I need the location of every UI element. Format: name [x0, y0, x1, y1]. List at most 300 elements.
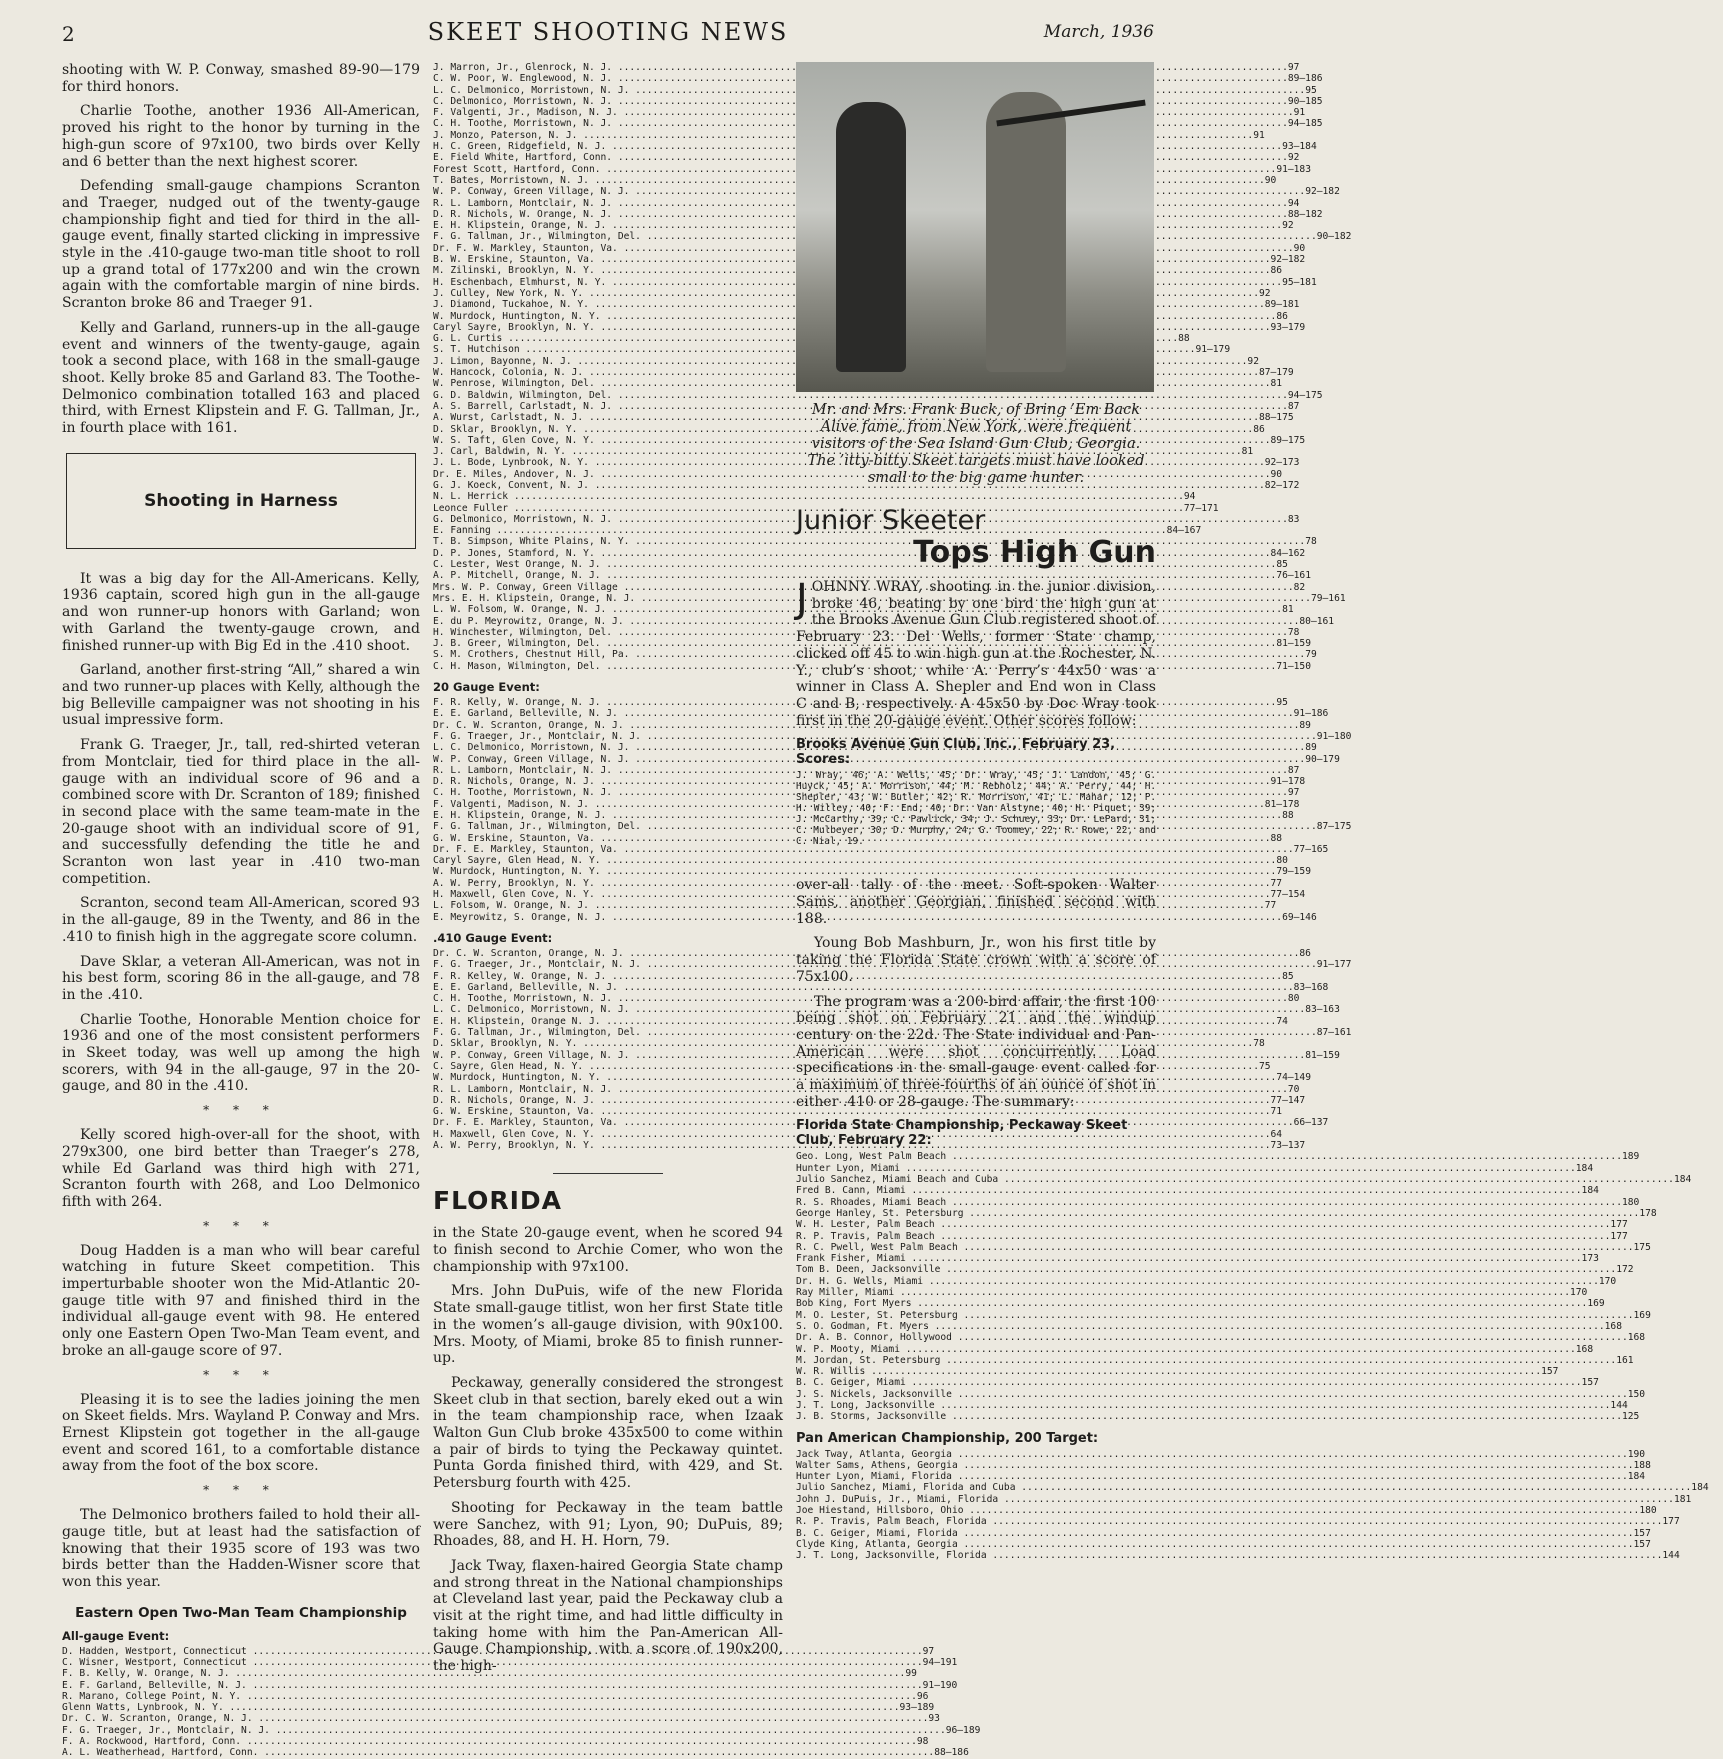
table-row	[433, 1038, 1265, 1050]
table-row	[433, 615, 1335, 627]
shooter-name: J. S. Nickels, Jacksonville .....	[796, 1389, 1628, 1400]
table-row	[433, 446, 1254, 458]
table-row	[433, 981, 1329, 993]
score-value: 88—186	[934, 1747, 969, 1759]
table-row	[796, 1219, 1628, 1231]
table-row	[796, 1207, 1657, 1219]
score-value: 157	[1633, 1527, 1651, 1539]
shooter-name: C. H. Toothe, Morristown, N. J. .....	[433, 787, 1288, 798]
table-row	[433, 1004, 1340, 1016]
event-label: 20 Gauge Event:	[433, 680, 540, 695]
table-row	[433, 604, 1294, 616]
shooter-name: W. Murdock, Huntington, N. Y. .....	[433, 1072, 1276, 1083]
score-value: 161	[1616, 1354, 1634, 1366]
table-row	[433, 400, 1300, 412]
shooter-name: E. Meyrowitz, S. Orange, N. J. .....	[433, 912, 1282, 923]
score-value: 77—165	[1293, 843, 1329, 855]
score-value: 88	[1282, 810, 1294, 821]
score-value: 96	[916, 1690, 929, 1702]
table-row	[796, 1309, 1651, 1321]
shooter-name: Leonce Fuller .....	[433, 503, 1184, 514]
shooter-name: N. L. Herrick .....	[433, 491, 1184, 502]
shooter-name: R. P. Travis, Palm Beach, Florida .....	[796, 1516, 1662, 1527]
shooter-name: Dr. E. Miles, Andover, N. J. .....	[433, 469, 1271, 480]
score-value: 78	[1305, 536, 1317, 548]
table-row	[433, 753, 1340, 765]
score-value: 80	[1276, 855, 1288, 867]
shooter-name: M. Zilinski, Brooklyn, N. Y. .....	[433, 265, 1271, 276]
shooter-name: Dr. A. B. Connor, Hollywood .....	[796, 1332, 1628, 1343]
shooter-name: A. W. Perry, Brooklyn, N. Y. .....	[433, 878, 1271, 889]
score-value: 93—189	[899, 1702, 935, 1714]
score-value: 84—167	[1166, 525, 1202, 537]
score-value: 150	[1627, 1388, 1646, 1400]
shooter-name: G. Delmonico, Morristown, N. J. .....	[433, 514, 1288, 525]
score-value: 91	[1253, 129, 1265, 141]
shooter-name: Bob King, Fort Myers .....	[796, 1298, 1587, 1309]
table-row	[433, 208, 1323, 220]
table-row	[796, 1354, 1634, 1366]
shooter-name: Ray Miller, Miami .....	[796, 1287, 1570, 1298]
score-value: 89	[1305, 742, 1317, 754]
shooter-name: Julio Sanchez, Miami Beach and Cuba .....	[796, 1174, 1674, 1185]
shooter-name: E. H. Klipstein, Orange, N. J. .....	[433, 220, 1282, 231]
table-row	[433, 118, 1323, 130]
shooter-name: R. S. Rhoades, Miami Beach .....	[796, 1197, 1622, 1208]
photo-caption: Mr. and Mrs. Frank Buck, of Bring ’Em Back Alive fame, from New York, were frequent visitors of the Sea Island Gun Club, Georgia. The ’itty-bitty Skeet targets must have looked small to the big game hunter.	[807, 402, 1145, 486]
table-row	[796, 1493, 1692, 1505]
score-value: 87—161	[1316, 1027, 1352, 1039]
score-value: 77	[1270, 877, 1283, 889]
table-row	[62, 1736, 929, 1747]
score-value: 178	[1639, 1207, 1657, 1219]
shooter-name: M. Jordan, St. Petersburg .....	[796, 1355, 1616, 1366]
table-row	[62, 1702, 935, 1714]
score-value: 99	[905, 1668, 917, 1680]
shooter-name: Dr. F. E. Markley, Staunton, Va. .....	[433, 844, 1294, 855]
table-row	[433, 843, 1329, 855]
shooter-name: F. G. Tallman, Jr., Wilmington, Del. .....	[433, 1027, 1317, 1038]
article-paragraph: Pleasing it is to see the ladies joining the men on Skeet fields. Mrs. Wayland P. Conway and Mrs. Ernest Klipstein got together in the all-gauge event and scored 161, to a comfortable distance away from the foot of the box score.	[62, 1391, 420, 1475]
score-value: 81	[1270, 378, 1283, 390]
table-row	[796, 1332, 1646, 1344]
table-row	[433, 970, 1294, 982]
page-header	[62, 16, 1154, 48]
shooter-name: G. W. Erskine, Staunton, Va. .....	[433, 833, 1271, 844]
score-value: 78	[1287, 626, 1300, 638]
score-value: 90	[1264, 174, 1277, 186]
shooter-name: F. G. Traeger, Jr., Montclair, N. J. .....	[433, 959, 1317, 970]
divider	[553, 1173, 663, 1174]
table-row	[796, 1320, 1622, 1332]
shooter-name: C. W. Poor, W. Englewood, N. J. .....	[433, 73, 1288, 84]
table-row	[433, 62, 1300, 73]
table-row	[433, 276, 1317, 288]
table-row	[433, 877, 1283, 889]
shooter-name: M. O. Lester, St. Petersburg .....	[796, 1310, 1634, 1321]
score-value: 172	[1616, 1264, 1634, 1276]
table-row	[796, 1538, 1651, 1550]
score-value: 90—179	[1305, 753, 1340, 765]
table-row	[796, 1151, 1640, 1163]
score-value: 70	[1287, 1083, 1300, 1095]
score-value: 175	[1633, 1241, 1651, 1253]
shooter-name: Forest Scott, Hartford, Conn. .....	[433, 164, 1276, 175]
shooter-name: W. Hancock, Colonia, N. J. .....	[433, 367, 1259, 378]
score-value: 90—182	[1316, 231, 1352, 243]
shooter-name: G. D. Baldwin, Wilmington, Del. .....	[433, 390, 1288, 401]
article-paragraph: Shooting for Peckaway in the team battle were Sanchez, with 91; Lyon, 90; DuPuis, 89; Rhoades, 88, and H. H. Horn, 79.	[433, 1499, 783, 1550]
shooter-name: H. Maxwell, Glen Cove, N. Y. .....	[433, 1129, 1271, 1140]
table-row	[62, 1656, 958, 1668]
score-value: 168	[1627, 1332, 1646, 1344]
table-row	[433, 310, 1288, 322]
table-row	[433, 84, 1317, 96]
table-row	[433, 1049, 1340, 1061]
score-value: 87—179	[1258, 367, 1294, 379]
table-row	[796, 1162, 1594, 1174]
table-row	[433, 626, 1300, 638]
shooter-name: John J. DuPuis, Jr., Miami, Florida .....	[796, 1494, 1674, 1505]
article-body	[62, 1127, 420, 1211]
score-value: 83—168	[1293, 981, 1329, 993]
table-row	[433, 911, 1317, 923]
table-row	[433, 810, 1294, 821]
headline-line2: Tops High Gun	[913, 535, 1156, 570]
table-row	[433, 1083, 1300, 1095]
shooter-name: Hunter Lyon, Miami .....	[796, 1163, 1576, 1174]
shooter-name: F. G. Tallman, Jr., Wilmington, Del. .....	[433, 821, 1317, 832]
shooter-name: W. R. Willis .....	[796, 1366, 1541, 1377]
shooter-name: J. L. Bode, Lynbrook, N. Y. .....	[433, 457, 1265, 468]
shooter-name: Glenn Watts, Lynbrook, N. Y. .....	[62, 1702, 900, 1713]
score-value: 90	[1293, 242, 1306, 254]
shooter-name: C. Sayre, Glen Head, N. Y. .....	[433, 1061, 1259, 1072]
table-row	[433, 231, 1352, 243]
table-row	[433, 479, 1300, 491]
score-value: 97	[922, 1645, 935, 1657]
table-row	[796, 1253, 1599, 1265]
table-row	[433, 649, 1317, 661]
shooter-name: Geo. Long, West Palm Beach .....	[796, 1151, 1622, 1162]
score-value: 92—182	[1270, 254, 1306, 266]
table-row	[62, 1724, 981, 1736]
score-value: 88—175	[1258, 412, 1294, 424]
article-body	[62, 571, 420, 1095]
score-value: 69—146	[1282, 911, 1317, 923]
score-value: 77	[1264, 900, 1277, 912]
score-value: 81—159	[1276, 638, 1311, 650]
shooter-name: J. B. Greer, Wilmington, Del. .....	[433, 638, 1276, 649]
shooter-name: R. L. Lamborn, Montclair, N. J. .....	[433, 765, 1288, 776]
article-body	[62, 62, 420, 437]
score-value: 184	[1673, 1174, 1692, 1186]
score-value: 74	[1276, 1015, 1288, 1027]
table-row	[796, 1185, 1599, 1197]
score-value: 82	[1293, 581, 1306, 593]
table-row	[433, 186, 1340, 198]
score-value: 89—186	[1287, 73, 1323, 85]
score-value: 169	[1633, 1309, 1651, 1321]
table-row	[433, 355, 1259, 367]
article-paragraph: Peckaway, generally considered the strongest Skeet club in that section, barely eked out a win in the team championship race, when Izaak Walton Gun Club broke 435x500 to come within a pair of birds to tying the Peckaway quintet. Punta Gorda finished third, with 429, and St. Petersburg fourth with 425.	[433, 1374, 783, 1492]
shooter-name: E. Fanning .....	[433, 525, 1167, 536]
score-value: 78	[1253, 1038, 1265, 1050]
shooter-name: B. C. Geiger, Miami, Florida .....	[796, 1528, 1634, 1539]
event-label: All-gauge Event:	[62, 1628, 170, 1643]
table-row	[62, 1713, 940, 1725]
score-value: 98	[916, 1736, 929, 1747]
table-row	[796, 1459, 1651, 1471]
table-row	[433, 1128, 1283, 1140]
shooter-name: G. J. Koeck, Convent, N. J. .....	[433, 480, 1265, 491]
shooter-name: C. Delmonico, Morristown, N. J. .....	[433, 96, 1288, 107]
shooter-name: W. Murdock, Huntington, N. Y. .....	[433, 866, 1276, 877]
paragraph-text: OHNNY WRAY, shooting in the junior division, broke 46, beating by one bird the high gun at the Brooks Avenue Gun Club registered shoot of February 23. Del Wells, former State champ, clicked off 45 to win high gun at the Rochester, N. Y., club’s shoot, while A. Perry’s 44x50 was a winner in Class A. Shepler and End won in Class C and B, respectively. A 45x50 by Doc Wray took first in the 20-gauge event. Other scores follow:	[796, 579, 1156, 729]
score-value: 76—161	[1276, 570, 1311, 582]
shooter-name: S. O. Godman, Ft. Myers .....	[796, 1321, 1605, 1332]
shooter-name: L. C. Delmonico, Morristown, N. J. .....	[433, 1004, 1305, 1015]
drop-cap: J	[796, 576, 808, 622]
score-value: 93	[928, 1713, 940, 1725]
article-body	[796, 877, 1156, 1110]
shooter-name: W. P. Conway, Green Village, N. J. .....	[433, 754, 1305, 765]
score-value: 96—189	[945, 1724, 981, 1736]
shooter-name: W. P. Mooty, Miami .....	[796, 1344, 1576, 1355]
shooter-name: E. H. Klipstein, Orange N. J. .....	[433, 1016, 1276, 1027]
shooter-name: T. B. Simpson, White Plains, N. Y. .....	[433, 536, 1305, 547]
table-row	[433, 299, 1300, 311]
score-value: 64	[1270, 1128, 1283, 1140]
shooter-name: B. C. Geiger, Miami .....	[796, 1377, 1582, 1388]
score-value: 94—185	[1287, 118, 1323, 130]
score-value: 95—181	[1282, 276, 1317, 288]
table-row	[796, 1196, 1640, 1208]
table-row	[433, 959, 1352, 971]
score-value: 87	[1287, 764, 1300, 776]
shooter-name: R. P. Travis, Palm Beach .....	[796, 1231, 1610, 1242]
table-row	[433, 412, 1294, 424]
shooter-name: Tom B. Deen, Jacksonville .....	[796, 1264, 1616, 1275]
score-table	[796, 1448, 1709, 1562]
shooter-name: R. L. Lamborn, Montclair, N. J. .....	[433, 198, 1288, 209]
shooter-name: W. P. Conway, Green Village, N. J. .....	[433, 1050, 1305, 1061]
table-row	[433, 947, 1311, 959]
shooter-name: R. Marano, College Point, N. Y. .....	[62, 1691, 917, 1702]
shooter-name: Dr. C. W. Scranton, Orange, N. J. .....	[62, 1713, 928, 1724]
shooter-name: Clyde King, Atlanta, Georgia .....	[796, 1539, 1634, 1550]
shooter-name: D. R. Nichols, Orange, N. J. .....	[433, 776, 1271, 787]
shooter-name: F. A. Rockwood, Hartford, Conn. .....	[62, 1736, 917, 1747]
table-row	[796, 1264, 1634, 1276]
score-value: 90—185	[1287, 95, 1323, 107]
score-value: 88	[1178, 333, 1190, 345]
score-value: 87	[1287, 400, 1300, 412]
shooter-name: Joe Hiestand, Hillsboro, Ohio .....	[796, 1505, 1639, 1516]
section-heading: Brooks Avenue Gun Club, Inc., February 23, Scores:	[796, 737, 1116, 768]
score-value: 84—162	[1270, 547, 1306, 559]
score-value: 91—177	[1316, 959, 1352, 971]
article-paragraph: Doug Hadden is a man who will bear careful watching in future Skeet competition. This imperturbable shooter won the Mid-Atlantic 20-gauge title with 97 and finished third in the individual all-gauge event with 98. He entered only one Eastern Open Two-Man Team event, and broke an all-gauge score of 97.	[62, 1242, 420, 1359]
table-row	[433, 787, 1300, 799]
score-value: 66—137	[1293, 1117, 1329, 1129]
table-row	[433, 265, 1283, 277]
shooter-name: D. R. Nichols, W. Orange, N. J. .....	[433, 209, 1288, 220]
shooter-name: D. Sklar, Brooklyn, N. Y. .....	[433, 1038, 1253, 1049]
score-value: 92	[1258, 287, 1271, 299]
score-value: 94—191	[922, 1656, 958, 1668]
score-table	[62, 1645, 981, 1759]
shooter-name: E. E. Garland, Belleville, N. J. .....	[433, 982, 1294, 993]
table-row	[796, 1411, 1640, 1423]
separator-stars: * * *	[203, 1103, 279, 1118]
score-value: 93—179	[1270, 321, 1306, 333]
shooter-name: T. Bates, Morristown, N. J. .....	[433, 175, 1265, 186]
shooter-name: E. F. Garland, Belleville, N. J. .....	[62, 1680, 923, 1691]
shooter-name: Mrs. W. P. Conway, Green Village .....	[433, 582, 1294, 593]
article-paragraph: Young Bob Mashburn, Jr., won his first title by taking the Florida State crown with a score of 75x100.	[796, 935, 1156, 985]
score-value: 91—180	[1316, 730, 1352, 742]
table-row	[433, 389, 1323, 401]
table-row	[796, 1230, 1628, 1242]
table-row	[433, 163, 1311, 175]
score-value: 91—186	[1293, 708, 1329, 720]
table-row	[433, 73, 1323, 85]
shooter-name: Walter Sams, Athens, Georgia .....	[796, 1460, 1634, 1471]
shooter-name: B. W. Erskine, Staunton, Va. .....	[433, 254, 1271, 265]
table-row	[796, 1527, 1651, 1539]
score-value: 181	[1673, 1493, 1692, 1505]
score-value: 81—178	[1264, 798, 1300, 810]
score-value: 81	[1241, 446, 1254, 458]
score-value: 81	[1282, 604, 1294, 616]
shooter-name: R. L. Lamborn, Montclair, N. J. .....	[433, 1084, 1288, 1095]
article-paragraph: Defending small-gauge champions Scranton and Traeger, nudged out of the twenty-gauge championship fight and tied for third in the all-gauge event, finally started clicking in impressive style in the .410-gauge two-man title shoot to roll up a grand total of 177x200 and win the crown again with the comfortable margin of nine birds. Scranton broke 86 and Traeger 91.	[62, 178, 420, 312]
table-row	[796, 1550, 1680, 1562]
score-value: 177	[1610, 1219, 1628, 1231]
shooter-name: Frank Fisher, Miami .....	[796, 1253, 1582, 1264]
article-body	[62, 1243, 420, 1360]
score-value: 91—179	[1195, 344, 1231, 356]
shooter-name: Mrs. E. H. Klipstein, Orange, N. J. .....	[433, 593, 1311, 604]
shooter-name: C. Lester, West Orange, N. J. .....	[433, 559, 1276, 570]
table-row	[796, 1366, 1559, 1378]
shooter-name: E. H. Klipstein, Orange, N. J. .....	[433, 810, 1282, 821]
table-row	[433, 1060, 1271, 1072]
shooter-name: A. P. Mitchell, Orange, N. J. .....	[433, 570, 1276, 581]
article-paragraph: The Delmonico brothers failed to hold their all-gauge title, but at least had the satisfaction of knowing that their 1935 score of 193 was two birds better than the Hadden-Wisner score that won this year.	[62, 1507, 420, 1590]
score-value: 190	[1627, 1448, 1646, 1460]
photo	[796, 62, 1154, 392]
score-value: 188	[1633, 1459, 1651, 1471]
table-row	[433, 220, 1294, 232]
table-row	[62, 1679, 958, 1691]
table-row	[433, 742, 1317, 754]
table-row	[433, 764, 1300, 776]
table-row	[433, 638, 1311, 650]
table-row	[433, 993, 1300, 1005]
score-value: 82—172	[1264, 479, 1300, 491]
table-row	[433, 333, 1190, 345]
score-value: 92—182	[1305, 186, 1340, 198]
masthead: SKEET SHOOTING NEWS	[427, 18, 789, 46]
table-row	[796, 1516, 1680, 1528]
table-row	[796, 1287, 1588, 1299]
table-row	[433, 423, 1265, 435]
table-row	[433, 1140, 1306, 1152]
shooter-name: D. Hadden, Westport, Connecticut .....	[62, 1646, 923, 1657]
score-value: 74—149	[1276, 1072, 1311, 1084]
shooter-name: J. Culley, New York, N. Y. .....	[433, 288, 1259, 299]
issue-date: March, 1936	[1043, 22, 1154, 42]
score-value: 95	[1305, 84, 1317, 96]
article-paragraph: Scranton, second team All-American, scored 93 in the all-gauge, 89 in the Twenty, and 86 in the .410 to finish high in the aggregate score column.	[62, 895, 420, 945]
shooter-name: S. T. Hutchison .....	[433, 344, 1195, 355]
table-row	[433, 129, 1265, 141]
table-row	[433, 900, 1277, 912]
table-row	[433, 776, 1306, 788]
shooter-name: E. du P. Meyrowitz, Orange, N. J. .....	[433, 616, 1299, 627]
shooter-name: C. H. Mason, Wilmington, Del. .....	[433, 661, 1276, 672]
table-row	[796, 1505, 1657, 1517]
shooter-name: J. T. Long, Jacksonville, Florida .....	[796, 1550, 1662, 1561]
shooter-name: Julio Sanchez, Miami, Florida and Cuba .....	[796, 1482, 1691, 1493]
shooter-name: G. W. Erskine, Staunton, Va. .....	[433, 1106, 1271, 1117]
table-row	[796, 1471, 1646, 1483]
shooter-name: Hunter Lyon, Miami, Florida .....	[796, 1471, 1628, 1482]
score-value: 88	[1270, 832, 1283, 844]
table-row	[433, 344, 1231, 356]
shooter-name: A. W. Perry, Brooklyn, N. Y. .....	[433, 1140, 1271, 1151]
table-row	[62, 1747, 969, 1759]
table-row	[433, 1117, 1329, 1129]
score-value: 89—175	[1270, 434, 1306, 446]
score-value: 88—182	[1287, 208, 1323, 220]
score-value: 169	[1587, 1298, 1605, 1310]
table-row	[433, 889, 1306, 901]
shooter-name: F. G. Tallman, Jr., Wilmington, Del. .....	[433, 231, 1317, 242]
shooter-name: H. Eschenbach, Elmhurst, N. Y. .....	[433, 277, 1282, 288]
table-row	[433, 697, 1288, 709]
score-value: 77—147	[1270, 1094, 1306, 1106]
shooter-name: J. Limon, Bayonne, N. J. .....	[433, 356, 1247, 367]
article-paragraph: Frank G. Traeger, Jr., tall, red-shirted veteran from Montclair, tied for third place in the all-gauge with an individual score of 96 and a combined score with Dr. Scranton of 189; finished in second place with the same team-mate in the 20-gauge shoot with an individual score of 91, and successfully defending the title he and Scranton won last year in .410 two-man competition.	[62, 737, 420, 887]
score-value: 170	[1598, 1275, 1617, 1287]
article-paragraph: shooting with W. P. Conway, smashed 89-90—179 for third honors.	[62, 62, 420, 95]
table-row	[433, 367, 1294, 379]
page-number: 2	[62, 22, 75, 46]
article-paragraph: Jack Tway, flaxen-haired Georgia State champ and strong threat in the National championships at Cleveland last year, paid the Peckaway club a visit at the right time, and had little difficulty in taking home with him the Pan-American All-Gauge Championship, with a score of 190x200, the high-	[433, 1557, 783, 1675]
score-value: 184	[1575, 1162, 1594, 1174]
article-paragraph: Charlie Toothe, Honorable Mention choice for 1936 and one of the most consistent performers in Skeet today, was well up among the high scorers, with 94 in the all-gauge, 97 in the 20-gauge, and 80 in the .410.	[62, 1011, 420, 1095]
shooter-name: A. L. Weatherhead, Hartford, Conn. .....	[62, 1747, 934, 1758]
score-value: 75	[1258, 1060, 1271, 1072]
shooter-name: J. T. Long, Jacksonville .....	[796, 1400, 1610, 1411]
table-row	[433, 1027, 1352, 1039]
shooter-name: R. C. Pwell, West Palm Beach .....	[796, 1242, 1634, 1253]
score-value: 180	[1639, 1505, 1657, 1517]
shooter-name: L. W. Folsom, W. Orange, N. J. .....	[433, 604, 1282, 615]
score-value: 91—178	[1270, 776, 1306, 788]
score-value: 189	[1621, 1151, 1640, 1163]
score-value: 86	[1253, 423, 1265, 435]
shooter-name: L. C. Delmonico, Morristown, N. J. .....	[433, 742, 1305, 753]
score-value: 90	[1270, 468, 1283, 480]
shooter-name: W. Penrose, Wilmington, Del. .....	[433, 378, 1271, 389]
score-value: 79—161	[1310, 592, 1346, 604]
shooter-name: Dr. F. E. Markley, Staunton, Va. .....	[433, 1117, 1294, 1128]
table-row	[433, 242, 1306, 254]
